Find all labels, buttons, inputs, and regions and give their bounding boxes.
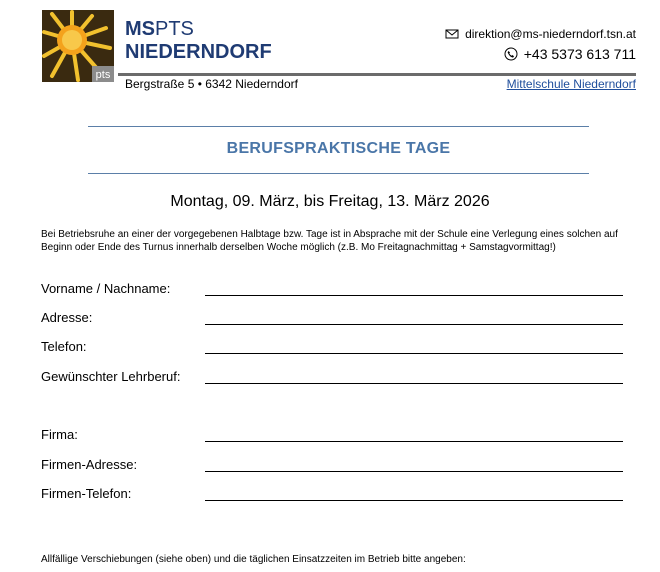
website-link[interactable]: Mittelschule Niederndorf [506, 77, 636, 91]
header-divider [118, 73, 636, 76]
logo-text: pts [95, 69, 111, 81]
field-line-phone[interactable] [205, 353, 623, 354]
info-note: Bei Betriebsruhe an einer der vorgegebenen Halbtage bzw. Tage ist in Absprache mit der Schule eine Verlegung eines solchen auf Beginn oder Ende des Turnus innerhalb derselben Woche möglich (z.B. Mo Freitagnachmittag + Samstagvormittag!) [41, 229, 618, 253]
school-name-suffix: PTS [155, 18, 194, 40]
field-line-company-address[interactable] [205, 471, 623, 472]
field-label-company: Firma: [41, 427, 78, 442]
envelope-icon [445, 27, 459, 41]
field-label-company-address: Firmen-Adresse: [41, 457, 138, 472]
contact-block [445, 24, 636, 64]
title-rule-top [88, 126, 589, 127]
field-label-company-phone: Firmen-Telefon: [41, 486, 132, 501]
page-title: BERUFSPRAKTISCHE TAGE [226, 140, 451, 157]
school-address: Bergstraße 5 • 6342 Niederndorf [125, 77, 298, 91]
school-name-prefix: MS [125, 18, 155, 40]
field-line-company-phone[interactable] [205, 500, 623, 501]
email-text: direktion@ms-niederndorf.tsn.at [465, 27, 636, 41]
field-line-address[interactable] [205, 324, 623, 325]
field-line-apprenticeship[interactable] [205, 383, 623, 384]
field-line-company[interactable] [205, 441, 623, 442]
date-range: Montag, 09. März, bis Freitag, 13. März 2026 [170, 193, 490, 210]
phone-icon [504, 47, 518, 61]
footer-note: Allfällige Verschiebungen (siehe oben) und die täglichen Einsatzzeiten im Betrieb bitte angeben: [41, 554, 466, 565]
field-label-address: Adresse: [41, 310, 93, 325]
title-rule-bottom [88, 173, 589, 174]
field-label-phone: Telefon: [41, 339, 87, 354]
field-line-name[interactable] [205, 295, 623, 296]
school-logo [42, 10, 114, 82]
field-label-name: Vorname / Nachname: [41, 281, 171, 296]
phone-text: +43 5373 613 711 [523, 46, 636, 62]
field-label-apprenticeship: Gewünschter Lehrberuf: [41, 369, 181, 384]
school-name [125, 18, 272, 64]
school-name-line2: NIEDERNDORF [125, 41, 272, 63]
